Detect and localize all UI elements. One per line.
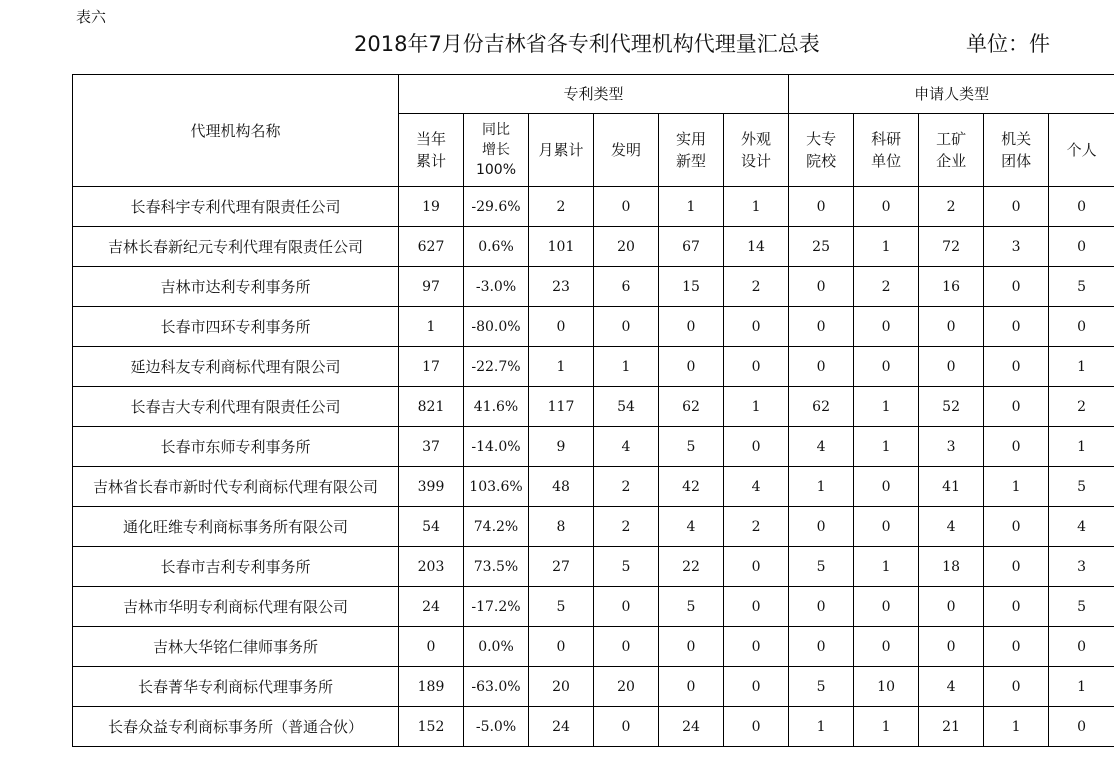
agency-name-cell: 长春市吉利专利事务所	[73, 547, 399, 587]
table-row	[73, 187, 1114, 227]
value-cell: 0	[854, 307, 919, 347]
value-cell: 0	[1049, 227, 1114, 267]
table-row	[73, 707, 1114, 747]
table-row	[73, 227, 1114, 267]
value-cell: -29.6%	[464, 187, 529, 227]
value-cell: 1	[984, 467, 1049, 507]
value-cell: 4	[919, 507, 984, 547]
value-cell: 67	[659, 227, 724, 267]
agency-name-cell: 吉林长春新纪元专利代理有限责任公司	[73, 227, 399, 267]
value-cell: 0	[594, 587, 659, 627]
value-cell: 117	[529, 387, 594, 427]
value-cell: 0	[724, 547, 789, 587]
value-cell: 0	[789, 187, 854, 227]
value-cell: 0	[854, 467, 919, 507]
value-cell: 399	[399, 467, 464, 507]
value-cell: 0	[789, 347, 854, 387]
value-cell: 0	[529, 627, 594, 667]
value-cell: 0	[789, 307, 854, 347]
value-cell: 0	[984, 547, 1049, 587]
value-cell: 24	[529, 707, 594, 747]
agency-name-header: 代理机构名称	[73, 75, 399, 187]
value-cell: 0	[984, 507, 1049, 547]
value-cell: 41.6%	[464, 387, 529, 427]
value-cell: 0	[789, 507, 854, 547]
value-cell: 10	[854, 667, 919, 707]
agency-name-cell: 延边科友专利商标代理有限公司	[73, 347, 399, 387]
value-cell: 0	[724, 627, 789, 667]
value-cell: 1	[659, 187, 724, 227]
value-cell: 1	[854, 707, 919, 747]
value-cell: 18	[919, 547, 984, 587]
value-cell: 0	[984, 587, 1049, 627]
value-cell: 6	[594, 267, 659, 307]
value-cell: 0	[594, 307, 659, 347]
agency-name-cell: 长春市东师专利事务所	[73, 427, 399, 467]
value-cell: 4	[724, 467, 789, 507]
value-cell: 0	[789, 627, 854, 667]
col-header-enterprise: 工矿 企业	[919, 114, 984, 187]
col-header-design: 外观 设计	[724, 114, 789, 187]
applicant-type-header: 申请人类型	[789, 75, 1114, 114]
patent-type-header: 专利类型	[399, 75, 789, 114]
value-cell: 72	[919, 227, 984, 267]
col-header-institution: 机关 团体	[984, 114, 1049, 187]
value-cell: 54	[594, 387, 659, 427]
value-cell: 3	[1049, 547, 1114, 587]
value-cell: 1	[1049, 667, 1114, 707]
value-cell: 0	[659, 307, 724, 347]
table-row	[73, 467, 1114, 507]
value-cell: 0	[984, 667, 1049, 707]
value-cell: 14	[724, 227, 789, 267]
value-cell: 0	[854, 627, 919, 667]
value-cell: -3.0%	[464, 267, 529, 307]
value-cell: 0	[854, 187, 919, 227]
value-cell: 1	[854, 387, 919, 427]
value-cell: 0	[984, 267, 1049, 307]
value-cell: 3	[984, 227, 1049, 267]
value-cell: 41	[919, 467, 984, 507]
value-cell: 0	[594, 187, 659, 227]
col-header-individual: 个人	[1049, 114, 1114, 187]
value-cell: 8	[529, 507, 594, 547]
value-cell: -80.0%	[464, 307, 529, 347]
value-cell: -17.2%	[464, 587, 529, 627]
value-cell: 4	[659, 507, 724, 547]
value-cell: 2	[594, 507, 659, 547]
value-cell: 1	[854, 227, 919, 267]
value-cell: 0	[919, 627, 984, 667]
agency-name-cell: 吉林大华铭仁律师事务所	[73, 627, 399, 667]
value-cell: 0	[724, 347, 789, 387]
value-cell: 5	[789, 667, 854, 707]
value-cell: 37	[399, 427, 464, 467]
value-cell: 19	[399, 187, 464, 227]
value-cell: 0	[399, 627, 464, 667]
value-cell: 0	[854, 587, 919, 627]
value-cell: 21	[919, 707, 984, 747]
value-cell: 0	[594, 707, 659, 747]
value-cell: 25	[789, 227, 854, 267]
value-cell: 20	[594, 667, 659, 707]
table-row	[73, 587, 1114, 627]
value-cell: 0	[594, 627, 659, 667]
value-cell: 103.6%	[464, 467, 529, 507]
value-cell: 0	[659, 627, 724, 667]
value-cell: 52	[919, 387, 984, 427]
value-cell: 0	[529, 307, 594, 347]
table-row	[73, 547, 1114, 587]
value-cell: 4	[789, 427, 854, 467]
value-cell: 5	[659, 427, 724, 467]
value-cell: 5	[789, 547, 854, 587]
report-title: 2018年7月份吉林省各专利代理机构代理量汇总表	[354, 32, 820, 56]
value-cell: 16	[919, 267, 984, 307]
value-cell: 1	[529, 347, 594, 387]
value-cell: 152	[399, 707, 464, 747]
value-cell: 24	[399, 587, 464, 627]
table-row	[73, 667, 1114, 707]
value-cell: 0	[724, 427, 789, 467]
value-cell: 0	[984, 427, 1049, 467]
col-header-university: 大专 院校	[789, 114, 854, 187]
value-cell: 3	[919, 427, 984, 467]
value-cell: 203	[399, 547, 464, 587]
value-cell: 5	[529, 587, 594, 627]
agency-name-cell: 长春市四环专利事务所	[73, 307, 399, 347]
value-cell: 0	[984, 307, 1049, 347]
value-cell: 1	[1049, 427, 1114, 467]
unit-label: 单位：件	[966, 32, 1050, 56]
agency-name-cell: 吉林省长春市新时代专利商标代理有限公司	[73, 467, 399, 507]
value-cell: 74.2%	[464, 507, 529, 547]
value-cell: 2	[529, 187, 594, 227]
value-cell: 2	[854, 267, 919, 307]
value-cell: 0	[789, 267, 854, 307]
value-cell: 627	[399, 227, 464, 267]
value-cell: 5	[1049, 467, 1114, 507]
value-cell: 4	[919, 667, 984, 707]
value-cell: 4	[1049, 507, 1114, 547]
summary-table	[72, 74, 1114, 747]
table-row	[73, 627, 1114, 667]
agency-name-cell: 长春科宇专利代理有限责任公司	[73, 187, 399, 227]
value-cell: 24	[659, 707, 724, 747]
value-cell: 1	[789, 467, 854, 507]
agency-name-cell: 吉林市华明专利商标代理有限公司	[73, 587, 399, 627]
agency-name-cell: 长春众益专利商标事务所（普通合伙）	[73, 707, 399, 747]
value-cell: 0	[919, 347, 984, 387]
value-cell: 2	[919, 187, 984, 227]
value-cell: 42	[659, 467, 724, 507]
value-cell: 2	[1049, 387, 1114, 427]
value-cell: 0.6%	[464, 227, 529, 267]
value-cell: 0	[789, 587, 854, 627]
value-cell: 5	[1049, 587, 1114, 627]
value-cell: 22	[659, 547, 724, 587]
value-cell: 5	[1049, 267, 1114, 307]
value-cell: 0	[1049, 307, 1114, 347]
value-cell: 1	[854, 547, 919, 587]
value-cell: 0	[659, 667, 724, 707]
value-cell: 101	[529, 227, 594, 267]
value-cell: 1	[724, 187, 789, 227]
col-header-annual-total: 当年 累计	[399, 114, 464, 187]
col-header-monthly-total: 月累计	[529, 114, 594, 187]
value-cell: 0	[659, 347, 724, 387]
value-cell: -14.0%	[464, 427, 529, 467]
value-cell: 15	[659, 267, 724, 307]
col-header-research-unit: 科研 单位	[854, 114, 919, 187]
value-cell: 5	[594, 547, 659, 587]
value-cell: 0	[984, 347, 1049, 387]
value-cell: 2	[724, 507, 789, 547]
value-cell: 1	[594, 347, 659, 387]
value-cell: 62	[789, 387, 854, 427]
value-cell: 0	[984, 387, 1049, 427]
table-row	[73, 387, 1114, 427]
value-cell: 1	[854, 427, 919, 467]
agency-name-cell: 长春吉大专利代理有限责任公司	[73, 387, 399, 427]
col-header-invention: 发明	[594, 114, 659, 187]
value-cell: 0	[724, 707, 789, 747]
table-row	[73, 267, 1114, 307]
table-row	[73, 427, 1114, 467]
value-cell: 23	[529, 267, 594, 307]
value-cell: 48	[529, 467, 594, 507]
value-cell: 0	[724, 667, 789, 707]
value-cell: 189	[399, 667, 464, 707]
value-cell: 0	[1049, 187, 1114, 227]
value-cell: 27	[529, 547, 594, 587]
table-row	[73, 507, 1114, 547]
agency-name-cell: 吉林市达利专利事务所	[73, 267, 399, 307]
value-cell: 0	[984, 187, 1049, 227]
value-cell: 0	[724, 587, 789, 627]
value-cell: 4	[594, 427, 659, 467]
value-cell: 5	[659, 587, 724, 627]
value-cell: -63.0%	[464, 667, 529, 707]
value-cell: 0	[1049, 627, 1114, 667]
value-cell: 20	[594, 227, 659, 267]
table-number: 表六	[76, 8, 107, 26]
value-cell: 1	[1049, 347, 1114, 387]
value-cell: 821	[399, 387, 464, 427]
value-cell: 17	[399, 347, 464, 387]
table-row	[73, 307, 1114, 347]
value-cell: 1	[789, 707, 854, 747]
value-cell: -22.7%	[464, 347, 529, 387]
value-cell: 0	[919, 307, 984, 347]
value-cell: 9	[529, 427, 594, 467]
table-row	[73, 347, 1114, 387]
table-body	[73, 187, 1114, 747]
value-cell: 62	[659, 387, 724, 427]
agency-name-cell: 长春菁华专利商标代理事务所	[73, 667, 399, 707]
value-cell: 0	[1049, 707, 1114, 747]
value-cell: 1	[724, 387, 789, 427]
col-header-utility-model: 实用 新型	[659, 114, 724, 187]
value-cell: 1	[399, 307, 464, 347]
value-cell: 1	[984, 707, 1049, 747]
value-cell: 0	[854, 347, 919, 387]
value-cell: 20	[529, 667, 594, 707]
value-cell: 97	[399, 267, 464, 307]
value-cell: 0.0%	[464, 627, 529, 667]
value-cell: 0	[724, 307, 789, 347]
agency-name-cell: 通化旺维专利商标事务所有限公司	[73, 507, 399, 547]
value-cell: 2	[594, 467, 659, 507]
value-cell: 0	[984, 627, 1049, 667]
col-header-yoy-growth: 同比 增长 100%	[464, 114, 529, 187]
value-cell: -5.0%	[464, 707, 529, 747]
value-cell: 0	[919, 587, 984, 627]
value-cell: 73.5%	[464, 547, 529, 587]
value-cell: 0	[854, 507, 919, 547]
value-cell: 54	[399, 507, 464, 547]
value-cell: 2	[724, 267, 789, 307]
